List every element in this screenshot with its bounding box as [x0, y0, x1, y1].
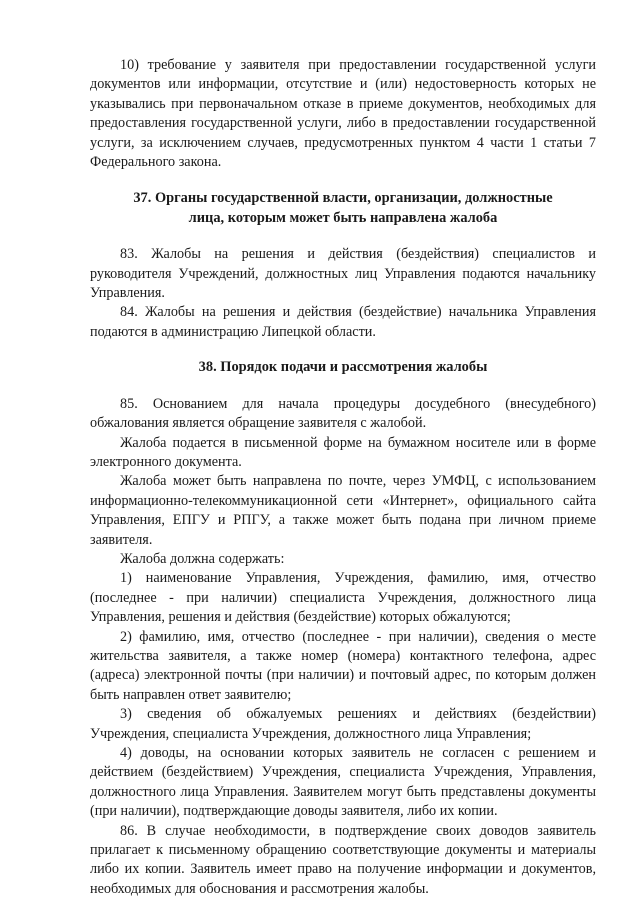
paragraph-83: 83. Жалобы на решения и действия (бездействия) специалистов и руководителя Учреждений, должностных лиц Управления подаются начальнику Управления. [90, 246, 596, 302]
paragraph-item-10: 10) требование у заявителя при предоставлении государственной услуги документов или информации, отсутствие и (или) недостоверность которых не указывались при первоначальном отказе в приеме документов, необходимых для предоставления государственной услуги, либо в предоставлении государственной услуги, за исключением случаев, предусмотренных пунктом 4 части 1 статьи 7 Федерального закона. [90, 57, 596, 171]
paragraph-84: 84. Жалобы на решения и действия (бездействие) начальника Управления подаются в администрацию Липецкой области. [90, 304, 596, 340]
section-38-heading: 38. Порядок подачи и рассмотрения жалобы [198, 359, 488, 376]
paragraph-complaint-channels: Жалоба может быть направлена по почте, через УМФЦ, с использованием информационно-телекоммуникационной сети «Интернет», официального сайта Управления, ЕПГУ и РПГУ, а также может быть подана при личном приеме заявителя. [90, 473, 596, 548]
paragraph-85: 85. Основанием для начала процедуры досудебного (внесудебного) обжалования является обращение заявителя с жалобой. [90, 395, 596, 432]
paragraph-86: 86. В случае необходимости, в подтверждение своих доводов заявитель прилагает к письменному обращению соответствующие документы и материалы либо их копии. Заявитель имеет право на получение информации и документов, необходимых для обоснования и рассмотрения жалобы. [90, 822, 596, 897]
list-item-4: 4) доводы, на основании которых заявитель не согласен с решением и действием (бездействием) Учреждения, специалиста Учреждения, Управления, должностного лица Управления. Заявителем могут быть представлены документы (при наличии), подтверждающие доводы заявителя, либо их копии. [90, 745, 596, 820]
paragraph-complaint-form: Жалоба подается в письменной форме на бумажном носителе или в форме электронного документа. [90, 434, 596, 470]
paragraph-complaint-contents: Жалоба должна содержать: [120, 550, 285, 567]
list-item-1: 1) наименование Управления, Учреждения, фамилию, имя, отчество (последнее - при наличии) специалиста Учреждения, должностного лица Управления, решения и действия (бездействие) которых обжалуются; [90, 570, 596, 626]
document-page [90, 56, 596, 899]
list-item-3: 3) сведения об обжалуемых решениях и действиях (бездействии) Учреждения, специалиста Учреждения, должностного лица Управления; [90, 706, 596, 742]
list-item-2: 2) фамилию, имя, отчество (последнее - при наличии), сведения о месте жительства заявителя, а также номер (номера) контактного телефона, адрес (адреса) электронной почты (при наличии) и почтовый адрес, по которым должен быть направлен ответ заявителю; [90, 628, 596, 703]
section-37-heading: 37. Органы государственной власти, организации, должностные лица, которым может быть направлена жалоба [133, 190, 553, 226]
